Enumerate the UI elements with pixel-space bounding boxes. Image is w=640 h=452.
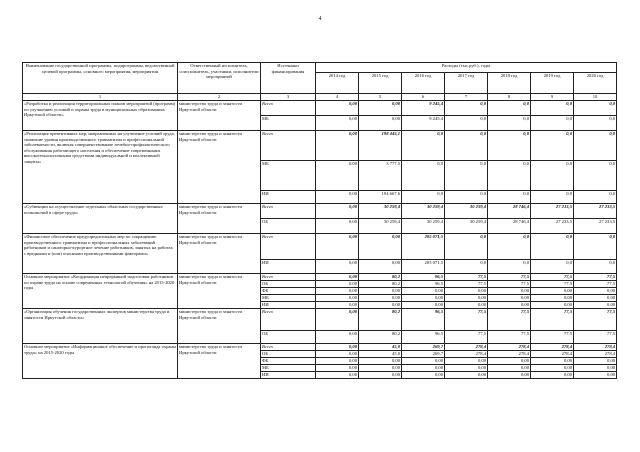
amount-cell: 77,5 <box>574 309 617 331</box>
amount-cell: 80,2 <box>359 274 402 281</box>
funding-source: ИИ <box>261 260 316 274</box>
column-number: 6 <box>402 94 445 101</box>
executor-cell: министерство труда и занятости Иркутской области <box>178 204 261 234</box>
amount-cell: 0,00 <box>488 295 531 302</box>
amount-cell: 0,0 <box>531 191 574 204</box>
amount-cell: 77,5 <box>488 281 531 288</box>
amount-cell: 205 071,5 <box>402 260 445 274</box>
amount-cell: 80,2 <box>359 331 402 344</box>
amount-cell: 96,5 <box>402 281 445 288</box>
header-year: 2016 год <box>402 72 445 93</box>
column-number: 3 <box>261 94 316 101</box>
amount-cell: 0,0 <box>488 131 531 161</box>
amount-cell: 0,0 <box>531 234 574 260</box>
amount-cell: 96,5 <box>402 274 445 281</box>
funding-source: ОБ <box>261 351 316 358</box>
amount-cell: 0,00 <box>402 365 445 372</box>
amount-cell: 198 445,1 <box>359 131 402 161</box>
amount-cell: 0,00 <box>359 101 402 116</box>
amount-cell: 0,00 <box>316 288 359 295</box>
amount-cell: 0,00 <box>531 358 574 365</box>
amount-cell: 269,7 <box>402 351 445 358</box>
executor-cell: министерство труда и занятости Иркутской области <box>178 131 261 204</box>
amount-cell: 278,4 <box>488 344 531 351</box>
amount-cell: 0,00 <box>402 358 445 365</box>
amount-cell: 0,00 <box>488 358 531 365</box>
amount-cell: 0,00 <box>316 274 359 281</box>
amount-cell: 0,00 <box>316 351 359 358</box>
column-number: 8 <box>488 94 531 101</box>
amount-cell: 77,5 <box>531 281 574 288</box>
amount-cell: 278,4 <box>574 344 617 351</box>
amount-cell: 0,0 <box>402 191 445 204</box>
funding-source: МБ <box>261 365 316 372</box>
amount-cell: 0,0 <box>574 116 617 131</box>
amount-cell: 0,0 <box>531 260 574 274</box>
amount-cell: 0,00 <box>574 302 617 309</box>
amount-cell: 77,5 <box>574 331 617 344</box>
amount-cell: 0,00 <box>574 372 617 379</box>
executor-cell: министерство труда и занятости Иркутской области <box>178 234 261 274</box>
amount-cell: 0,00 <box>316 191 359 204</box>
funding-source: Всего <box>261 309 316 331</box>
amount-cell: 80,2 <box>359 281 402 288</box>
amount-cell: 9 245,4 <box>402 116 445 131</box>
column-number: 1 <box>23 94 178 101</box>
amount-cell: 0,00 <box>316 204 359 219</box>
amount-cell: 0,00 <box>445 358 488 365</box>
column-number: 10 <box>574 94 617 101</box>
amount-cell: 96,5 <box>402 331 445 344</box>
measure-name: Основное мероприятие «Информационное обеспечение и пропаганда охраны труда» на 2015-2020 годы <box>23 344 178 379</box>
funding-source: МБ <box>261 116 316 131</box>
amount-cell: 0,0 <box>531 116 574 131</box>
amount-cell: 0,00 <box>316 295 359 302</box>
amount-cell: 0,0 <box>488 116 531 131</box>
amount-cell: 0,0 <box>574 191 617 204</box>
amount-cell: 269,7 <box>402 344 445 351</box>
amount-cell: 0,00 <box>316 260 359 274</box>
amount-cell: 0,00 <box>531 295 574 302</box>
funding-source: Всего <box>261 204 316 219</box>
measure-name: «Реализация превентивных мер, направленных на улучшение условий труда, снижение уровня производственного травматизма и профессиональной заболеваемости, включая совершенствование лечебно-профилактического обслуживания работающего населения и обеспечение современными высокотехнологичными средствами индивидуальной и коллективной защиты» <box>23 131 178 204</box>
funding-source: Всего <box>261 234 316 260</box>
amount-cell: 0,0 <box>445 234 488 260</box>
amount-cell: 0,0 <box>574 101 617 116</box>
amount-cell: 0,0 <box>488 101 531 116</box>
amount-cell: 0,00 <box>574 365 617 372</box>
amount-cell: 30 259,4 <box>402 219 445 234</box>
measure-name: «Разработка и реализация территориальных планов мероприятий (программ) по улучшению условий и охраны труда в муниципальных образованиях Иркутской области» <box>23 101 178 131</box>
amount-cell: 77,5 <box>445 309 488 331</box>
amount-cell: 0,00 <box>531 372 574 379</box>
amount-cell: 80,2 <box>359 309 402 331</box>
amount-cell: 0,0 <box>445 260 488 274</box>
amount-cell: 0,0 <box>488 161 531 191</box>
amount-cell: 0,00 <box>574 288 617 295</box>
amount-cell: 9 245,4 <box>402 101 445 116</box>
amount-cell: 0,00 <box>531 365 574 372</box>
amount-cell: 0,00 <box>488 302 531 309</box>
table-body <box>23 101 617 379</box>
funding-source: Всего <box>261 274 316 281</box>
amount-cell: 0,0 <box>402 131 445 161</box>
amount-cell: 0,00 <box>359 260 402 274</box>
amount-cell: 27 233,5 <box>574 219 617 234</box>
amount-cell: 0,0 <box>531 131 574 161</box>
measure-name: «Организация обучения государственных экспертов министерства труда и занятости Иркутской области» <box>23 309 178 344</box>
amount-cell: 278,4 <box>531 351 574 358</box>
amount-cell: 0,0 <box>574 260 617 274</box>
amount-cell: 77,5 <box>531 331 574 344</box>
header-name: Наименование государственной программы, подпрограммы, ведомственной целевой программы, основного мероприятия, мероприятия <box>23 63 178 94</box>
amount-cell: 0,0 <box>574 131 617 161</box>
funding-source: Всего <box>261 101 316 116</box>
executor-cell: министерство труда и занятости Иркутской области <box>178 309 261 344</box>
measure-name: «Субвенции на осуществление отдельных областных государственных полномочий в сфере труда» <box>23 204 178 234</box>
amount-cell: 0,00 <box>359 365 402 372</box>
amount-cell: 0,0 <box>574 161 617 191</box>
funding-source: ФБ <box>261 288 316 295</box>
amount-cell: 0,00 <box>316 302 359 309</box>
funding-source: ИИ <box>261 372 316 379</box>
amount-cell: 0,00 <box>359 234 402 260</box>
amount-cell: 278,4 <box>445 344 488 351</box>
funding-source: ОБ <box>261 219 316 234</box>
header-year: 2014 год <box>316 72 359 93</box>
amount-cell: 0,00 <box>316 116 359 131</box>
table-row <box>23 234 617 260</box>
amount-cell: 45,0 <box>359 351 402 358</box>
amount-cell: 0,00 <box>445 302 488 309</box>
amount-cell: 0,0 <box>445 191 488 204</box>
amount-cell: 278,4 <box>488 351 531 358</box>
amount-cell: 77,5 <box>445 281 488 288</box>
amount-cell: 278,4 <box>574 351 617 358</box>
amount-cell: 0,00 <box>402 288 445 295</box>
funding-source: ОБ <box>261 281 316 288</box>
amount-cell: 30 259,4 <box>359 219 402 234</box>
amount-cell: 0,00 <box>445 295 488 302</box>
table-row <box>23 344 617 351</box>
amount-cell: 0,00 <box>359 116 402 131</box>
amount-cell: 0,00 <box>359 295 402 302</box>
executor-cell: министерство труда и занятости Иркутской области <box>178 101 261 131</box>
amount-cell: 77,5 <box>574 274 617 281</box>
table-row <box>23 131 617 161</box>
funding-source: ФБ <box>261 358 316 365</box>
amount-cell: 0,0 <box>402 161 445 191</box>
header-executor: Ответственный исполнитель, соисполнитель, участники, исполнители мероприятий <box>178 63 261 94</box>
amount-cell: 30 259,4 <box>359 204 402 219</box>
amount-cell: 77,5 <box>488 331 531 344</box>
amount-cell: 0,0 <box>488 234 531 260</box>
amount-cell: 0,0 <box>574 234 617 260</box>
amount-cell: 0,0 <box>445 101 488 116</box>
amount-cell: 0,00 <box>574 295 617 302</box>
amount-cell: 205 071,5 <box>402 234 445 260</box>
amount-cell: 30 259,4 <box>402 204 445 219</box>
amount-cell: 0,00 <box>488 372 531 379</box>
header-year: 2020 год <box>574 72 617 93</box>
funding-source: Всего <box>261 344 316 351</box>
amount-cell: 0,0 <box>531 101 574 116</box>
amount-cell: 0,00 <box>531 288 574 295</box>
budget-table <box>22 62 617 379</box>
amount-cell: 0,00 <box>488 365 531 372</box>
amount-cell: 0,00 <box>359 288 402 295</box>
amount-cell: 77,5 <box>488 274 531 281</box>
amount-cell: 0,00 <box>316 344 359 351</box>
amount-cell: 0,00 <box>316 358 359 365</box>
column-number: 4 <box>316 94 359 101</box>
amount-cell: 27 233,5 <box>531 204 574 219</box>
amount-cell: 0,00 <box>488 288 531 295</box>
column-number: 9 <box>531 94 574 101</box>
amount-cell: 3 777,5 <box>359 161 402 191</box>
amount-cell: 0,00 <box>445 365 488 372</box>
amount-cell: 0,0 <box>445 116 488 131</box>
amount-cell: 28 746,4 <box>488 219 531 234</box>
table-row <box>23 309 617 331</box>
amount-cell: 0,00 <box>359 372 402 379</box>
page-number: 4 <box>318 16 322 22</box>
amount-cell: 194 667,6 <box>359 191 402 204</box>
amount-cell: 96,5 <box>402 309 445 331</box>
funding-source: ИИ <box>261 191 316 204</box>
amount-cell: 30 259,4 <box>445 219 488 234</box>
amount-cell: 0,00 <box>316 331 359 344</box>
amount-cell: 77,5 <box>574 281 617 288</box>
amount-cell: 30 259,4 <box>445 204 488 219</box>
amount-cell: 27 233,5 <box>574 204 617 219</box>
amount-cell: 0,0 <box>531 161 574 191</box>
amount-cell: 45,0 <box>359 344 402 351</box>
amount-cell: 77,5 <box>488 309 531 331</box>
header-year: 2017 год <box>445 72 488 93</box>
executor-cell: министерство труда и занятости Иркутской области <box>178 274 261 309</box>
header-source: Источники финансирования <box>261 63 316 94</box>
amount-cell: 0,0 <box>488 191 531 204</box>
amount-cell: 0,00 <box>359 358 402 365</box>
amount-cell: 0,0 <box>488 260 531 274</box>
amount-cell: 28 746,4 <box>488 204 531 219</box>
amount-cell: 77,5 <box>531 274 574 281</box>
amount-cell: 0,00 <box>316 372 359 379</box>
amount-cell: 0,00 <box>402 295 445 302</box>
amount-cell: 278,4 <box>531 344 574 351</box>
amount-cell: 0,0 <box>445 161 488 191</box>
amount-cell: 0,0 <box>445 131 488 161</box>
amount-cell: 0,00 <box>316 131 359 161</box>
column-number: 5 <box>359 94 402 101</box>
executor-cell: министерство труда и занятости Иркутской области <box>178 344 261 379</box>
amount-cell: 0,00 <box>402 372 445 379</box>
amount-cell: 0,00 <box>316 281 359 288</box>
column-number: 7 <box>445 94 488 101</box>
amount-cell: 0,00 <box>359 302 402 309</box>
header-expenses: Расходы (тыс.руб.), годы <box>316 63 617 73</box>
measure-name: Основное мероприятие «Координация непрерывной подготовки работников по охране труда на основе современных технологий обучения» на 2015-2020 годы <box>23 274 178 309</box>
header-year: 2019 год <box>531 72 574 93</box>
table-row <box>23 274 617 281</box>
amount-cell: 0,00 <box>445 288 488 295</box>
amount-cell: 0,00 <box>316 101 359 116</box>
amount-cell: 0,00 <box>574 358 617 365</box>
amount-cell: 0,00 <box>316 234 359 260</box>
funding-source: ОБ <box>261 331 316 344</box>
amount-cell: 0,00 <box>316 219 359 234</box>
amount-cell: 0,00 <box>316 161 359 191</box>
funding-source: МБ <box>261 161 316 191</box>
amount-cell: 278,4 <box>445 351 488 358</box>
amount-cell: 0,00 <box>316 365 359 372</box>
amount-cell: 77,5 <box>531 309 574 331</box>
amount-cell: 0,00 <box>402 302 445 309</box>
table-row <box>23 101 617 116</box>
header-year: 2015 год <box>359 72 402 93</box>
header-year: 2018 год <box>488 72 531 93</box>
funding-source: ИИ <box>261 302 316 309</box>
amount-cell: 27 233,5 <box>531 219 574 234</box>
funding-source: Всего <box>261 131 316 161</box>
amount-cell: 0,00 <box>531 302 574 309</box>
amount-cell: 77,5 <box>445 274 488 281</box>
amount-cell: 0,00 <box>316 309 359 331</box>
amount-cell: 77,5 <box>445 331 488 344</box>
column-number: 2 <box>178 94 261 101</box>
funding-source: МБ <box>261 295 316 302</box>
measure-name: «Финансовое обеспечение предупредительных мер по сокращению производственного травматизма и профессиональных заболеваний работников и санаторно-курортное лечение работников, занятых на работах с вредными и (или) опасными производственными факторами» <box>23 234 178 274</box>
amount-cell: 0,00 <box>445 372 488 379</box>
table-row <box>23 204 617 219</box>
